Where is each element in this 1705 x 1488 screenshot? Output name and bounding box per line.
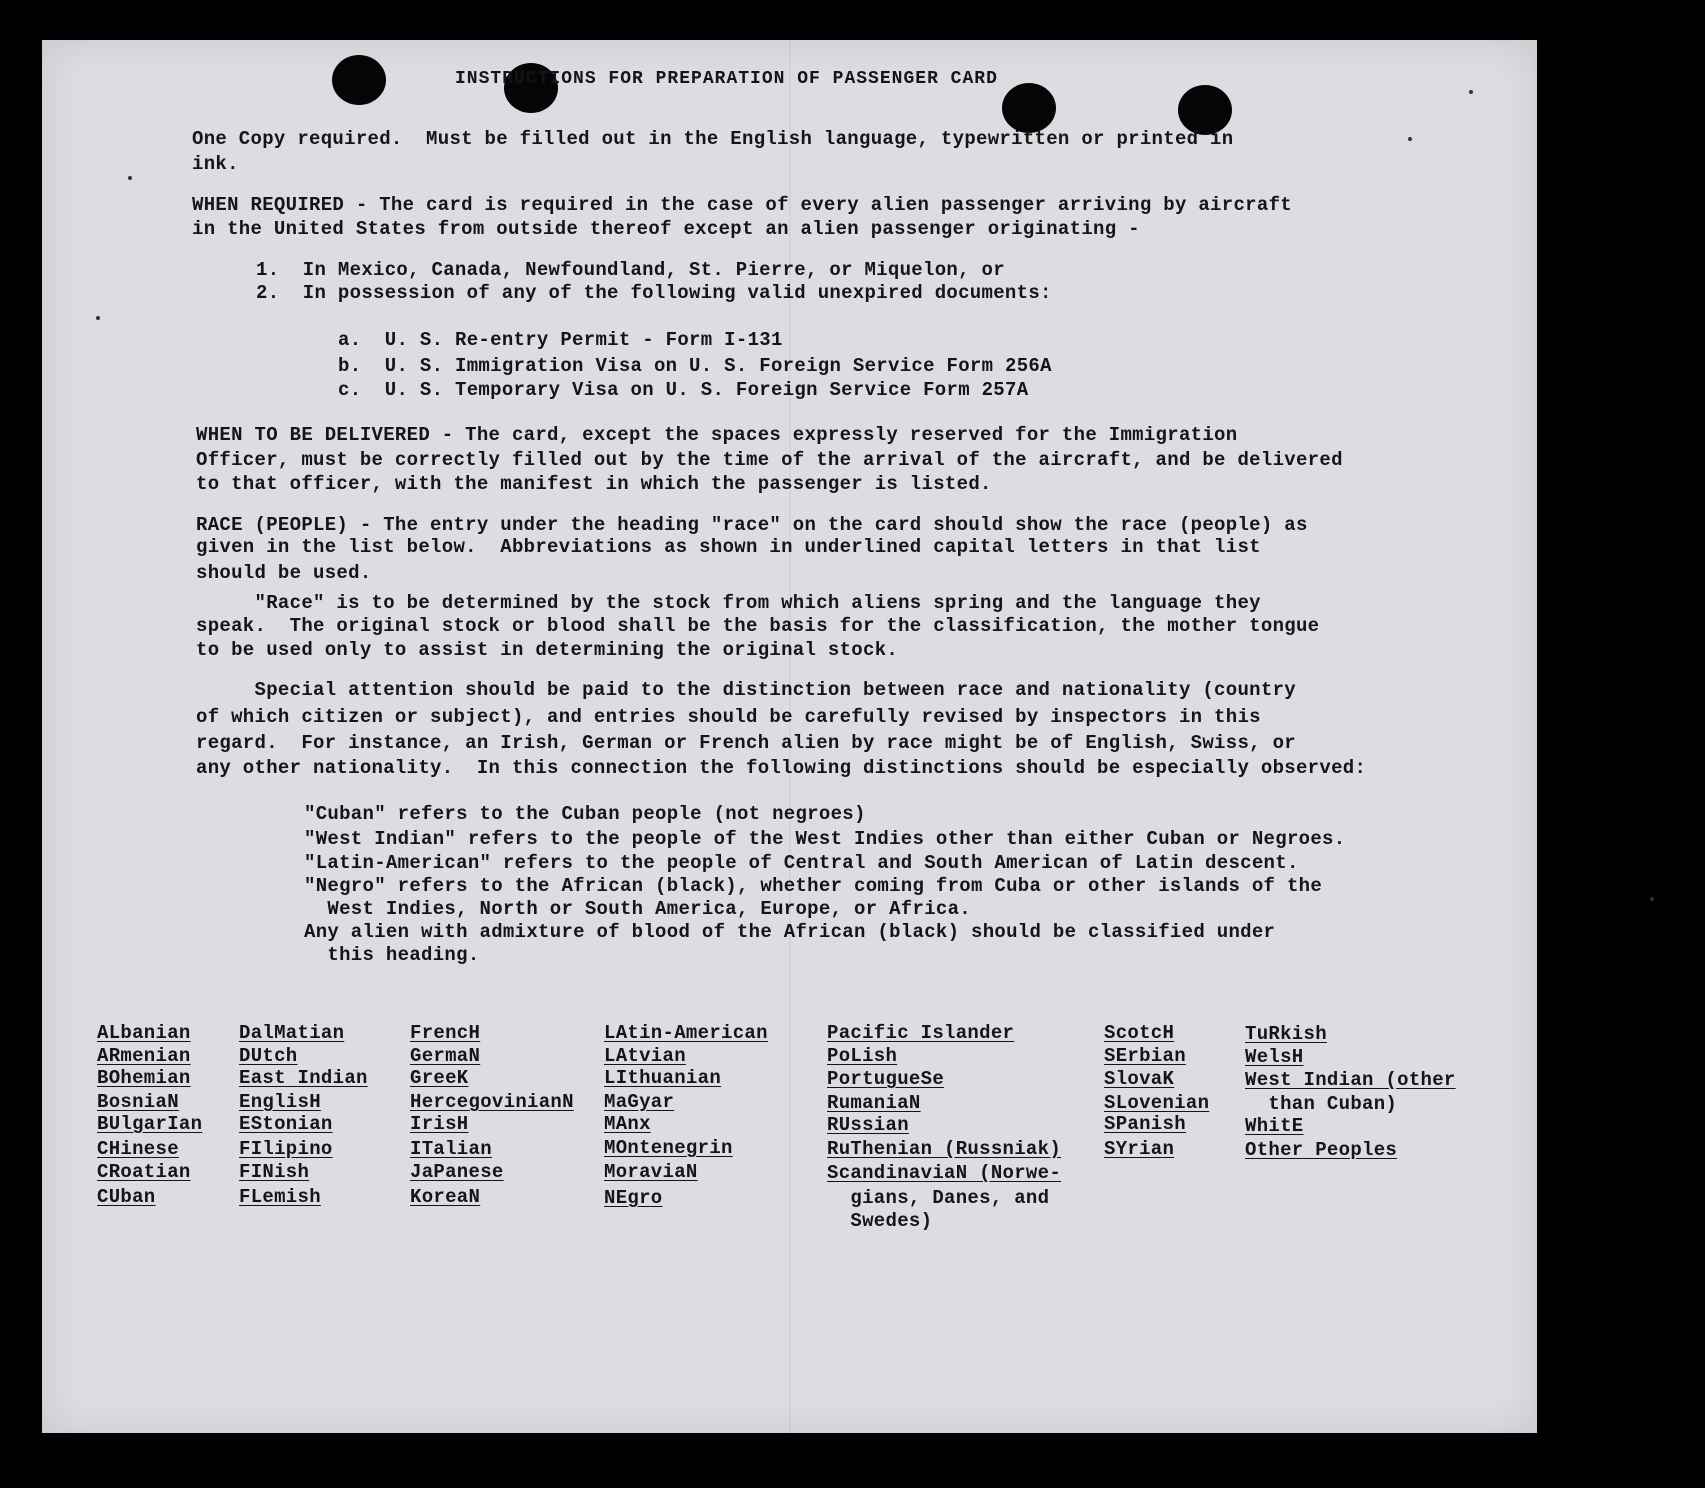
race-entry: ScandinaviaN (Norwe- xyxy=(827,1162,1062,1184)
race-entry: CHinese xyxy=(97,1138,179,1160)
distinction-line: "Latin-American" refers to the people of Central and South American of Latin descent. xyxy=(304,852,1299,874)
speck xyxy=(1469,90,1473,94)
race-entry: WhitE xyxy=(1245,1115,1304,1137)
race-entry: CRoatian xyxy=(97,1161,191,1183)
race-entry: DUtch xyxy=(239,1045,298,1067)
race-determined-line: speak. The original stock or blood shall be the basis for the classification, the mother tongue xyxy=(196,615,1320,637)
condition-item: 2. In possession of any of the following valid unexpired documents: xyxy=(256,282,1052,304)
race-entry: MoraviaN xyxy=(604,1161,698,1183)
race-entry: DalMatian xyxy=(239,1022,345,1044)
race-entry: SlovaK xyxy=(1104,1068,1175,1090)
race-line: RACE (PEOPLE) - The entry under the heading "race" on the card should show the race (people) as xyxy=(196,514,1308,536)
race-entry: GreeK xyxy=(410,1067,469,1089)
distinction-line: Any alien with admixture of blood of the African (black) should be classified under xyxy=(304,921,1276,943)
race-entry: Swedes) xyxy=(827,1210,933,1232)
distinction-line: "Cuban" refers to the Cuban people (not negroes) xyxy=(304,803,866,825)
race-entry: East Indian xyxy=(239,1067,368,1089)
race-line: should be used. xyxy=(196,562,372,584)
distinction-line: "West Indian" refers to the people of the West Indies other than either Cuban or Negroes. xyxy=(304,828,1346,850)
race-entry: LIthuanian xyxy=(604,1067,722,1089)
intro-line: One Copy required. Must be filled out in the English language, typewritten or printed in xyxy=(192,128,1234,150)
intro-line: ink. xyxy=(192,153,239,175)
race-entry: CUban xyxy=(97,1186,156,1208)
race-entry: FrencH xyxy=(410,1022,481,1044)
special-attention-line: of which citizen or subject), and entries should be carefully revised by inspectors in this xyxy=(196,706,1261,728)
distinction-line: this heading. xyxy=(304,944,480,966)
race-entry: ScotcH xyxy=(1104,1022,1175,1044)
special-attention-line: Special attention should be paid to the distinction between race and nationality (country xyxy=(196,679,1296,701)
when-required-line: WHEN REQUIRED - The card is required in the case of every alien passenger arriving by aircraft xyxy=(192,194,1292,216)
race-entry: TuRkish xyxy=(1245,1023,1327,1045)
race-entry: HercegovinianN xyxy=(410,1091,574,1113)
punch-hole xyxy=(1002,83,1056,133)
race-determined-line: "Race" is to be determined by the stock from which aliens spring and the language they xyxy=(196,592,1261,614)
special-attention-line: regard. For instance, an Irish, German or French alien by race might be of English, Swiss, or xyxy=(196,732,1296,754)
speck xyxy=(128,176,132,180)
special-attention-line: any other nationality. In this connection the following distinctions should be especially observed: xyxy=(196,757,1367,779)
document-item: b. U. S. Immigration Visa on U. S. Foreign Service Form 256A xyxy=(338,355,1052,377)
race-entry: BUlgarIan xyxy=(97,1113,203,1135)
race-entry: LAtin-American xyxy=(604,1022,768,1044)
when-delivered-line: WHEN TO BE DELIVERED - The card, except the spaces expressly reserved for the Immigration xyxy=(196,424,1238,446)
race-entry: PoLish xyxy=(827,1045,898,1067)
race-entry: GermaN xyxy=(410,1045,481,1067)
race-entry: PortugueSe xyxy=(827,1068,945,1090)
race-entry: EStonian xyxy=(239,1113,333,1135)
race-entry: FLemish xyxy=(239,1186,321,1208)
speck xyxy=(1650,897,1654,901)
race-entry: BOhemian xyxy=(97,1067,191,1089)
race-entry: JaPanese xyxy=(410,1161,504,1183)
race-entry: SPanish xyxy=(1104,1113,1186,1135)
distinction-line: West Indies, North or South America, Europe, or Africa. xyxy=(304,898,972,920)
speck xyxy=(96,316,100,320)
race-entry: SYrian xyxy=(1104,1138,1175,1160)
race-entry: IrisH xyxy=(410,1113,469,1135)
document-item: c. U. S. Temporary Visa on U. S. Foreign Service Form 257A xyxy=(338,379,1029,401)
race-entry: gians, Danes, and xyxy=(827,1187,1050,1209)
race-entry: WelsH xyxy=(1245,1046,1304,1068)
distinction-line: "Negro" refers to the African (black), whether coming from Cuba or other islands of the xyxy=(304,875,1323,897)
speck xyxy=(1408,137,1412,141)
race-entry: NEgro xyxy=(604,1187,663,1209)
race-entry: MaGyar xyxy=(604,1091,675,1113)
document-item: a. U. S. Re-entry Permit - Form I-131 xyxy=(338,329,783,351)
page-title: INSTRUCTIONS FOR PREPARATION OF PASSENGER CARD xyxy=(455,69,998,89)
punch-hole xyxy=(332,55,386,105)
race-entry: than Cuban) xyxy=(1245,1093,1398,1115)
race-entry: West Indian (other xyxy=(1245,1069,1456,1091)
race-entry: EnglisH xyxy=(239,1091,321,1113)
race-entry: LAtvian xyxy=(604,1045,686,1067)
when-delivered-line: Officer, must be correctly filled out by the time of the arrival of the aircraft, and be delivered xyxy=(196,449,1343,471)
race-entry: RumaniaN xyxy=(827,1092,921,1114)
race-entry: SLovenian xyxy=(1104,1092,1210,1114)
race-entry: MAnx xyxy=(604,1113,651,1135)
race-entry: Other Peoples xyxy=(1245,1139,1398,1161)
race-entry: RUssian xyxy=(827,1114,909,1136)
race-entry: Pacific Islander xyxy=(827,1022,1015,1044)
race-entry: ITalian xyxy=(410,1138,492,1160)
race-entry: SErbian xyxy=(1104,1045,1186,1067)
race-entry: KoreaN xyxy=(410,1186,481,1208)
when-required-line: in the United States from outside thereof except an alien passenger originating - xyxy=(192,218,1140,240)
race-entry: FINish xyxy=(239,1161,310,1183)
race-entry: BosniaN xyxy=(97,1091,179,1113)
race-entry: ARmenian xyxy=(97,1045,191,1067)
condition-item: 1. In Mexico, Canada, Newfoundland, St. Pierre, or Miquelon, or xyxy=(256,259,1005,281)
race-entry: FIlipino xyxy=(239,1138,333,1160)
race-entry: MOntenegrin xyxy=(604,1137,733,1159)
race-line: given in the list below. Abbreviations as shown in underlined capital letters in that list xyxy=(196,536,1261,558)
race-entry: ALbanian xyxy=(97,1022,191,1044)
race-determined-line: to be used only to assist in determining the original stock. xyxy=(196,639,899,661)
when-delivered-line: to that officer, with the manifest in which the passenger is listed. xyxy=(196,473,992,495)
race-entry: RuThenian (Russniak) xyxy=(827,1138,1062,1160)
